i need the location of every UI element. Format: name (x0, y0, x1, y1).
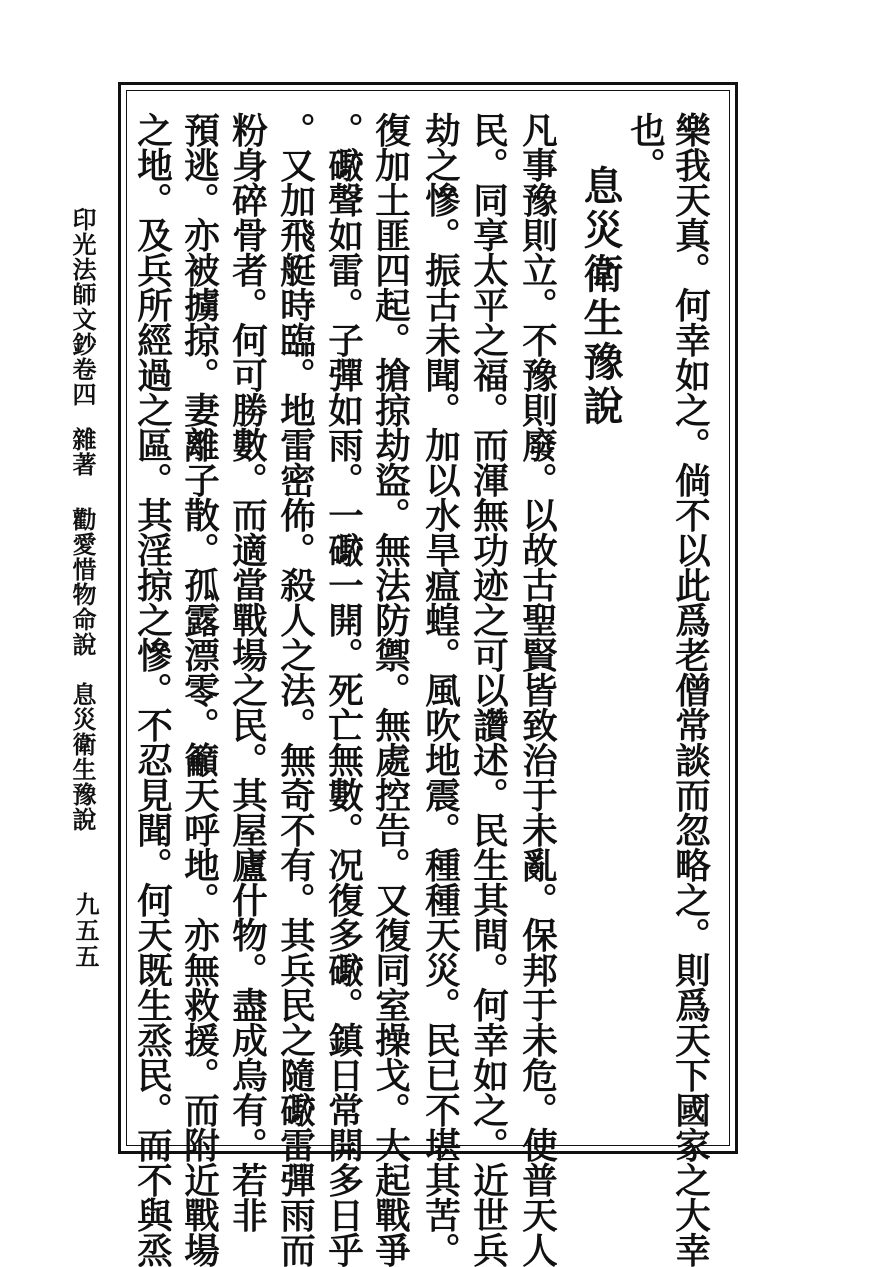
margin-articles: 勸愛惜物命說 息災衛生豫說 (68, 507, 97, 832)
margin-header (68, 207, 100, 832)
text-column-9: 粉身碎骨者。何可勝數。而適當戰場之民。其屋廬什物。盡成烏有。若非 (226, 112, 268, 1232)
text-column-1: 樂我天真。何幸如之。倘不以此爲老僧常談而忽略之。則爲天下國家之大幸 (669, 112, 711, 1267)
text-column-4: 民。同享太平之福。而渾無功迹之可以讚述。民生其間。何幸如之。近世兵 (467, 112, 509, 1267)
text-column-3: 凡事豫則立。不豫則廢。以故古聖賢皆致治于未亂。保邦于未危。使普天人 (516, 112, 558, 1267)
margin-book-title: 印光法師文鈔卷四 (68, 207, 97, 407)
text-column-11: 之地。及兵所經過之區。其淫掠之慘。不忍見聞。何天既生烝民。而不與烝 (131, 112, 173, 1267)
page-number: 九五五 (71, 892, 100, 970)
margin-section: 雜著 (68, 427, 97, 477)
text-column-10: 預逃。亦被擄掠。妻離子散。孤露漂零。籲天呼地。亦無救援。而附近戰場 (178, 112, 220, 1267)
article-title: 息災衛生豫說 (577, 165, 624, 429)
text-column-8: 。又加飛艇時臨。地雷密佈。殺人之法。無奇不有。其兵民之隨礮雷彈雨而 (274, 112, 316, 1267)
text-column-5: 劫之慘。振古未聞。加以水旱瘟蝗。風吹地震。種種天災。民已不堪其苦。 (419, 112, 461, 1267)
text-column-6: 復加土匪四起。搶掠劫盜。無法防禦。無處控告。又復同室操戈。大起戰爭 (369, 112, 411, 1267)
text-column-2: 也。 (624, 112, 666, 182)
text-column-7: 。礮聲如雷。子彈如雨。一礮一開。死亡無數。况復多礮。鎮日常開多日乎 (322, 112, 364, 1267)
